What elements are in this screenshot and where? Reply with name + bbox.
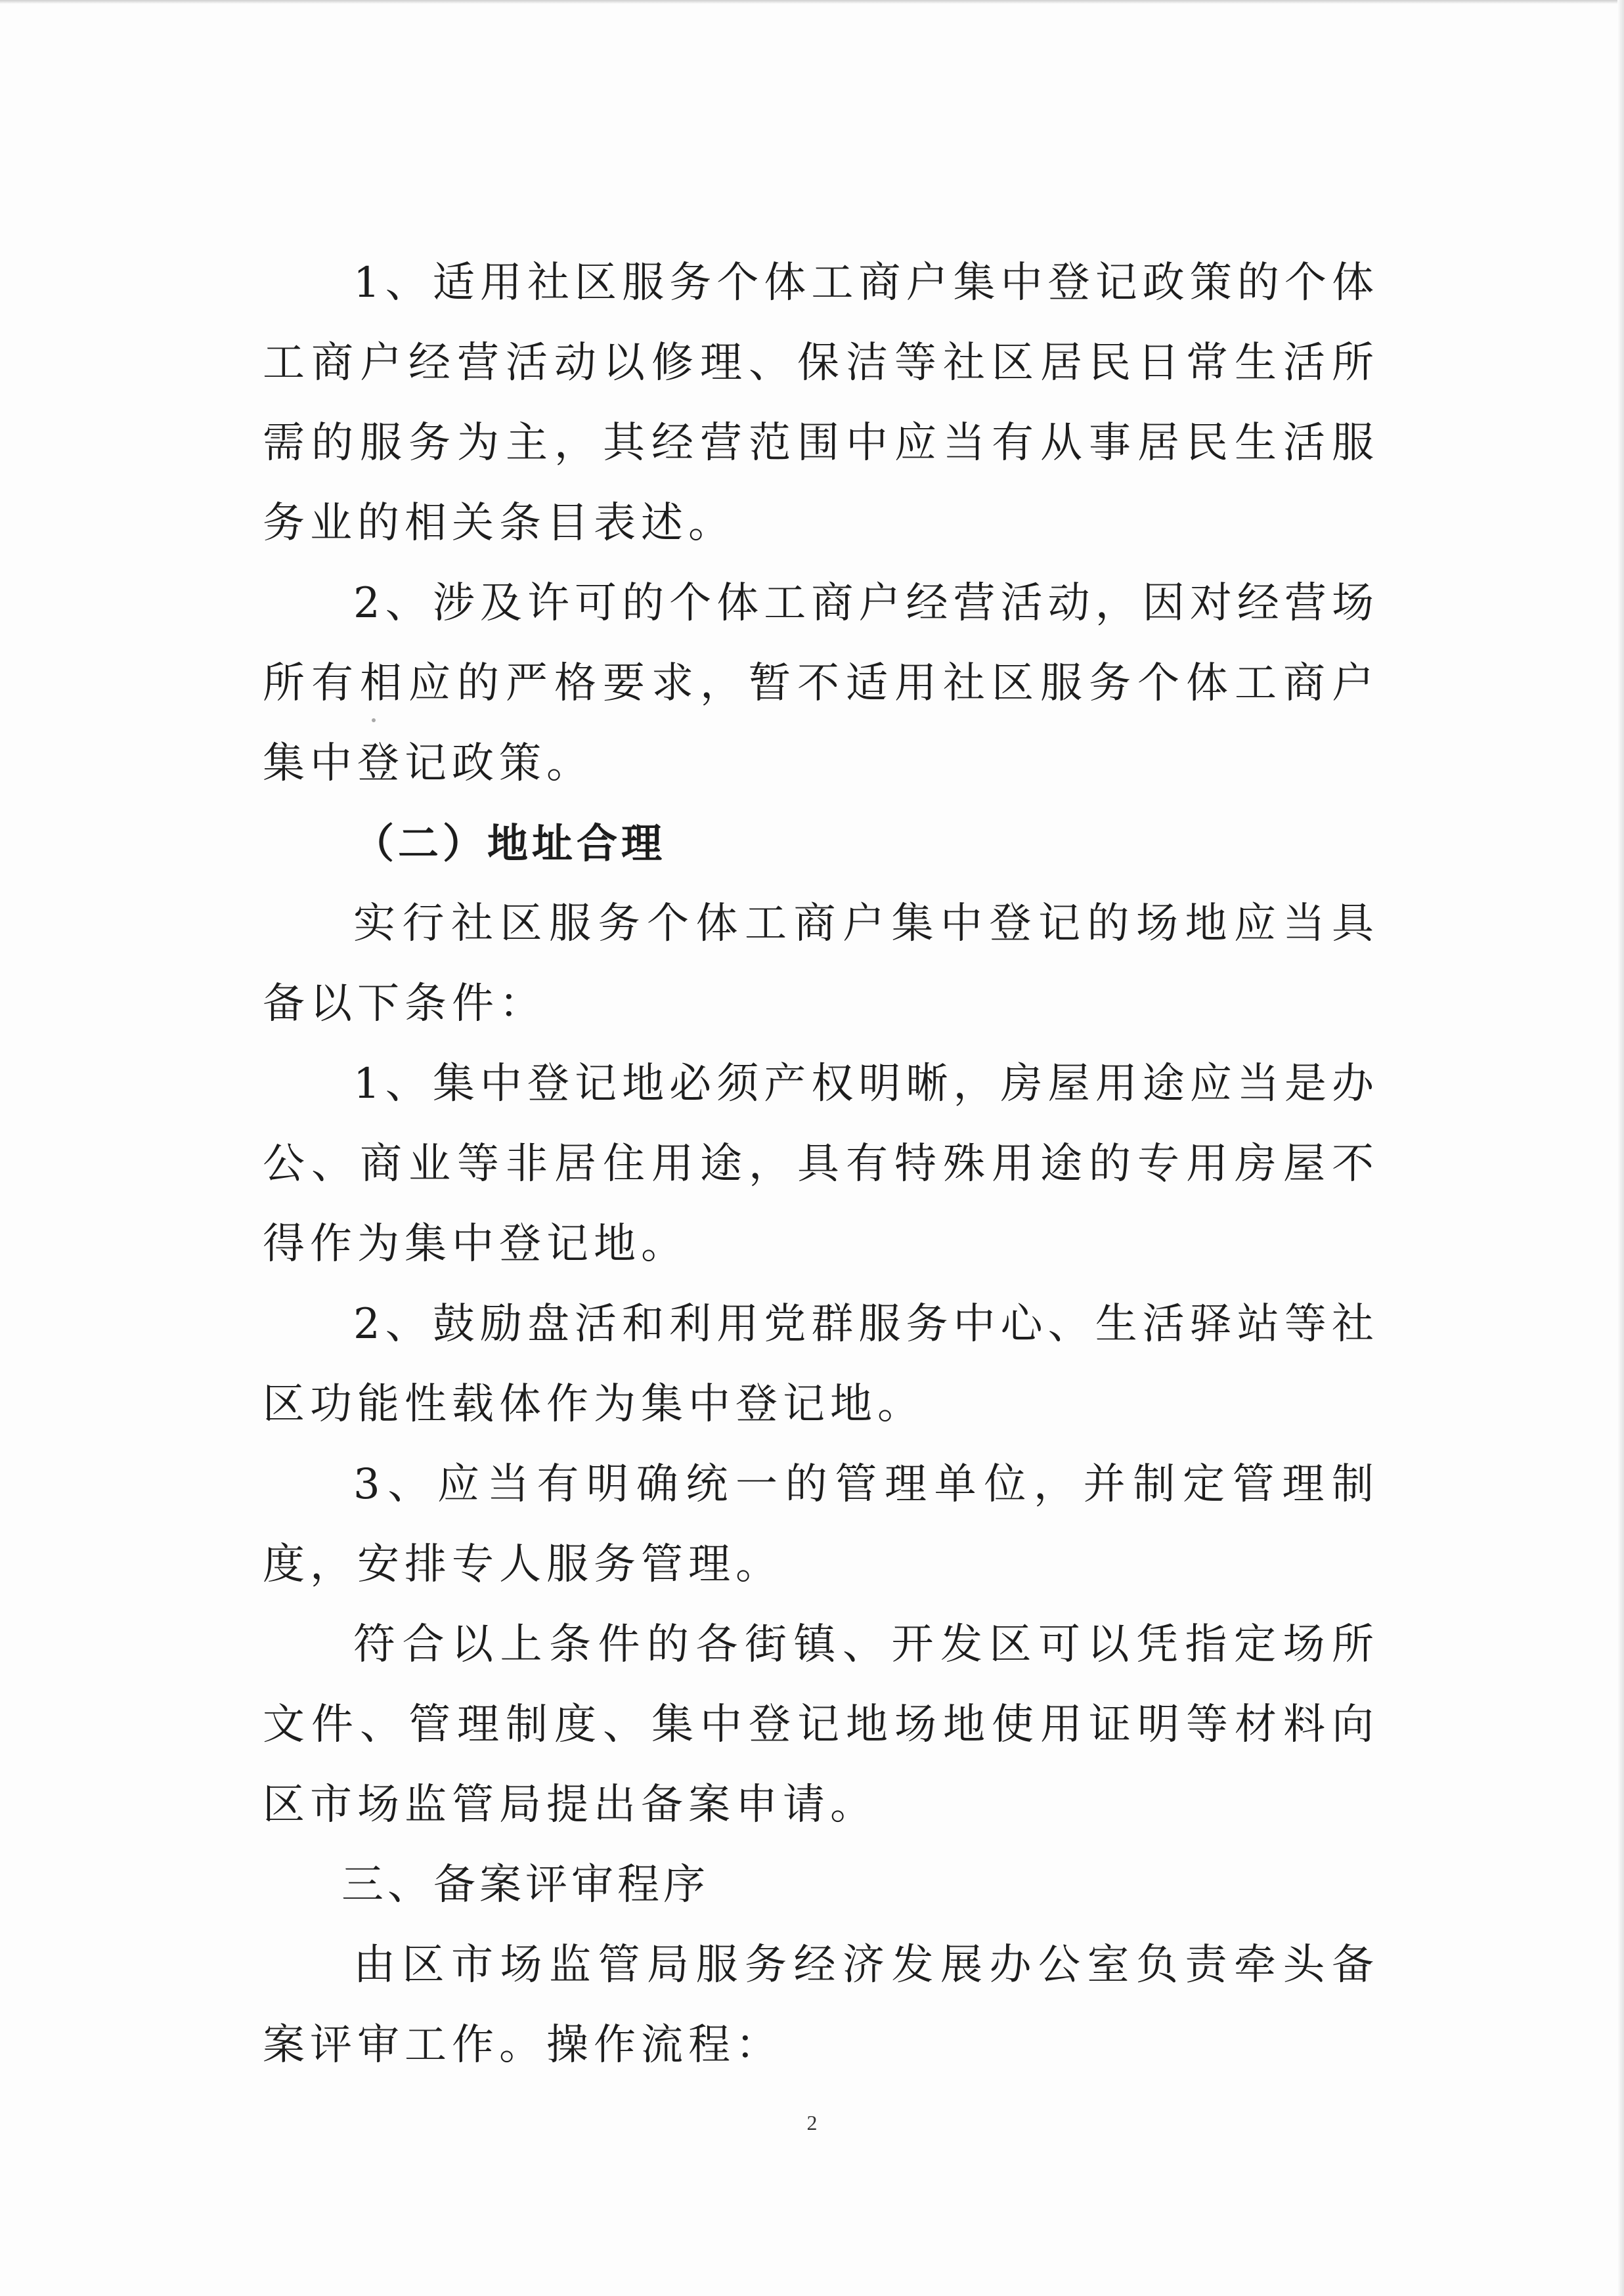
paragraph-site-conditions-intro: 实行社区服务个体工商户集中登记的场地应当具备以下条件： <box>263 899 1379 1028</box>
document-body <box>263 243 1379 2085</box>
page-number: 2 <box>806 2111 818 2134</box>
paragraph-scope-licensed: 2、涉及许可的个体工商户经营活动，因对经营场所有相应的严格要求，暂不适用社区服务个体工商户集中登记政策。 <box>263 579 1379 788</box>
paragraph-condition-1: 1、集中登记地必须产权明晰，房屋用途应当是办公、商业等非居住用途，具有特殊用途的专用房屋不得作为集中登记地。 <box>263 1060 1379 1268</box>
paragraph-filing-application: 符合以上条件的各街镇、开发区可以凭指定场所文件、管理制度、集中登记地场地使用证明等材料向区市场监管局提出备案申请。 <box>263 1620 1379 1829</box>
scan-edge-top <box>0 0 1624 4</box>
paragraph-review-lead: 由区市场监管局服务经济发展办公室负责牵头备案评审工作。操作流程： <box>263 1941 1379 2069</box>
paragraph-condition-2: 2、鼓励盘活和利用党群服务中心、生活驿站等社区功能性载体作为集中登记地。 <box>263 1300 1379 1429</box>
section-heading-review-procedure: 三、备案评审程序 <box>341 1861 709 1909</box>
paragraph-scope-applicable: 1、适用社区服务个体工商户集中登记政策的个体工商户经营活动以修理、保洁等社区居民日常生活所需的服务为主，其经营范围中应当有从事居民生活服务业的相关条目表述。 <box>263 259 1379 548</box>
section-heading-address: （二）地址合理 <box>353 819 667 867</box>
paragraph-condition-3: 3、应当有明确统一的管理单位，并制定管理制度，安排专人服务管理。 <box>263 1460 1379 1589</box>
scan-edge-right <box>1617 0 1624 2296</box>
